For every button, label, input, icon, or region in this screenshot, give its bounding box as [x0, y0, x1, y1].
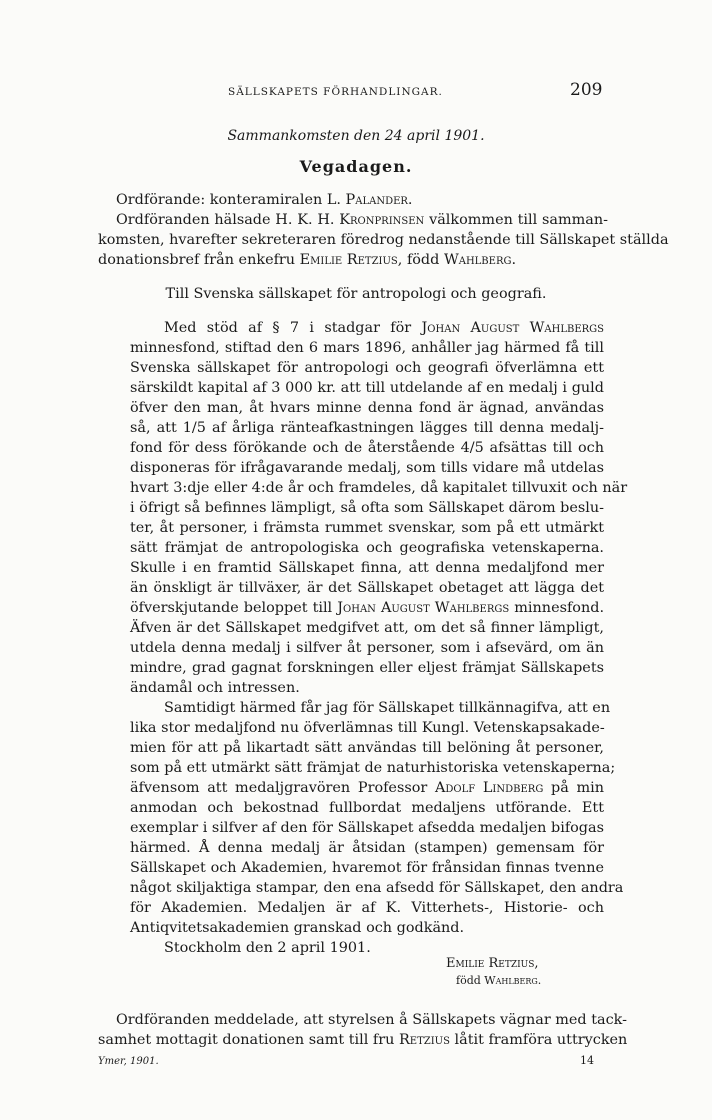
- text: af årliga ränteafkastningen lägges till denna medalj-: [212, 420, 604, 436]
- letter-line: hvart 3:dje eller 4:de år och framdeles, då kapitalet tillvuxit och när: [130, 480, 628, 496]
- intro-name: Kronprinsen: [339, 212, 425, 228]
- chair-name: Palander.: [345, 192, 413, 208]
- letter-line: som på ett utmärkt sätt främjat de naturhistoriska vetenskaperna;: [130, 760, 616, 776]
- footer-journal: Ymer, 1901.: [98, 1056, 159, 1067]
- letter-line: än önskligt är tillväxer, är det Sällskapet obetaget att lägga det: [130, 580, 604, 596]
- letter-line: utdela denna medalj i silfver åt personer, som i afsevärd, om än: [130, 640, 604, 656]
- letter-line: [130, 598, 604, 618]
- intro-line-2: [116, 210, 608, 230]
- chair-label: Ordförande: konteramiralen L.: [116, 192, 341, 208]
- text: Med stöd af § 7 i stadgar för: [164, 320, 412, 336]
- letter-line: sätt främjat de antropologiska och geografiska vetenskaperna.: [130, 540, 604, 556]
- text: född: [456, 974, 481, 987]
- letter-line: särskildt kapital af 3 000 kr. att till utdelande af en medalj i guld: [130, 380, 604, 396]
- text: låtit framföra uttrycken: [454, 1032, 628, 1048]
- intro-name: Wahlberg.: [443, 252, 517, 268]
- letter-line: [130, 438, 604, 458]
- letter-line: disponeras för ifrågavarande medalj, som tills vidare må utdelas: [130, 460, 604, 476]
- letter-line: [164, 318, 604, 338]
- letter-line: Sällskapet och Akademien, hvaremot för frånsidan finnas tvenne: [130, 860, 604, 876]
- meeting-date-line: Sammankomsten den 24 april 1901.: [227, 128, 485, 144]
- intro-text: donationsbref från enkefru: [98, 252, 296, 268]
- letter-line: för Akademien. Medaljen är af K. Vitterhets-, Historie- och: [130, 900, 604, 916]
- letter-line: minnesfond, stiftad den 6 mars 1896, anhåller jag härmed få till: [130, 340, 604, 356]
- name: Wahlberg.: [484, 974, 542, 987]
- letter-line: [130, 778, 604, 798]
- name: Johan August Wahlbergs: [337, 600, 510, 616]
- letter-place-date: Stockholm den 2 april 1901.: [164, 940, 371, 956]
- intro-line-4: [98, 250, 516, 270]
- intro-line-3: komsten, hvarefter sekreteraren föredrog nedanstående till Sällskapet ställda: [98, 232, 669, 248]
- text: samhet mottagit donationen samt till fru: [98, 1032, 395, 1048]
- closing-line-2: [98, 1030, 628, 1050]
- letter-line: något skiljaktiga stampar, den ena afsedd för Sällskapet, den andra: [130, 880, 624, 896]
- letter-line: [130, 418, 604, 438]
- letter-line: lika stor medaljfond nu öfverlämnas till Kungl. Vetenskapsakade-: [130, 720, 605, 736]
- meeting-subtitle: Vegadagen.: [299, 157, 413, 176]
- fraction: 4/5: [460, 440, 484, 456]
- signature-name: Emilie Retzius,: [446, 956, 539, 971]
- chair-line: [116, 190, 413, 210]
- intro-name: Emilie Retzius,: [299, 252, 403, 268]
- letter-line: ändamål och intressen.: [130, 680, 300, 696]
- running-title: SÄLLSKAPETS FÖRHANDLINGAR.: [228, 86, 443, 98]
- letter-line: Samtidigt härmed får jag för Sällskapet tillkännagifva, att en: [164, 700, 611, 716]
- letter-line: öfver den man, åt hvars minne denna fond är ägnad, användas: [130, 400, 604, 416]
- page-number: 209: [570, 80, 603, 100]
- letter-salutation: Till Svenska sällskapet för antropologi och geografi.: [165, 286, 547, 302]
- name: Johan August Wahlbergs: [421, 320, 604, 336]
- letter-line: Äfven är det Sällskapet medgifvet att, om det så finner lämpligt,: [130, 620, 604, 636]
- name: Retzius: [398, 1032, 450, 1048]
- name: Adolf Lindberg: [434, 780, 544, 796]
- letter-line: Skulle i en framtid Sällskapet finna, att denna medaljfond mer: [130, 560, 604, 576]
- letter-line: exemplar i silfver af den för Sällskapet afsedda medaljen bifogas: [130, 820, 604, 836]
- letter-line: i öfrigt så befinnes lämpligt, så ofta som Sällskapet därom beslu-: [130, 500, 605, 516]
- text: minnesfond.: [514, 600, 605, 616]
- text: äfvensom att medaljgravören Professor: [130, 780, 428, 796]
- signature-sub: [456, 974, 541, 987]
- letter-line: Svenska sällskapet för antropologi och geografi öfverlämna ett: [130, 360, 604, 376]
- intro-text: välkommen till samman-: [429, 212, 608, 228]
- intro-text: född: [406, 252, 440, 268]
- letter-line: mindre, grad gagnat forskningen eller eljest främjat Sällskapets: [130, 660, 604, 676]
- letter-line: härmed. Å denna medalj är åtsidan (stampen) gemensam för: [130, 840, 604, 856]
- text: afsättas till och: [489, 440, 604, 456]
- letter-line: ter, åt personer, i främsta rummet svenskar, som på ett utmärkt: [130, 520, 604, 536]
- intro-text: Ordföranden hälsade H. K. H.: [116, 212, 335, 228]
- text: så, att: [130, 420, 177, 436]
- fraction: 1/5: [182, 420, 206, 436]
- footer-sheet-number: 14: [580, 1054, 594, 1067]
- letter-line: mien för att på likartadt sätt användas till belöning åt personer,: [130, 740, 604, 756]
- text: på min: [551, 780, 605, 796]
- letter-line: Antiqvitetsakademien granskad och godkänd.: [130, 920, 465, 936]
- closing-line-1: Ordföranden meddelade, att styrelsen å Sällskapets vägnar med tack-: [116, 1012, 627, 1028]
- letter-line: anmodan och bekostnad fullbordat medaljens utförande. Ett: [130, 800, 604, 816]
- text: fond för dess förökande och de återstående: [130, 440, 455, 456]
- text: öfverskjutande beloppet till: [130, 600, 333, 616]
